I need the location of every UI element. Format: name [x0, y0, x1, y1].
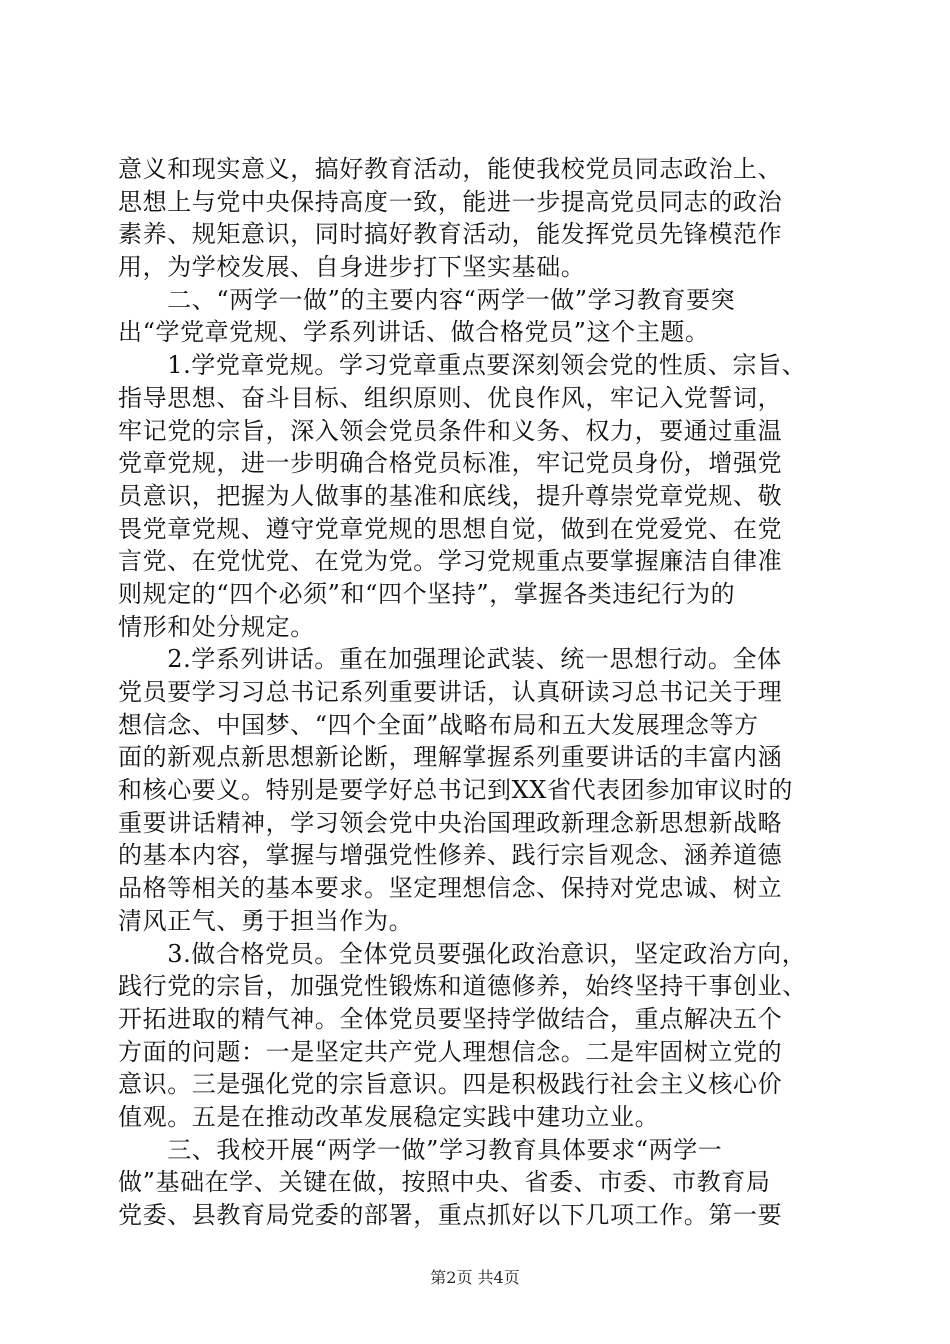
text-line: 党章党规，进一步明确合格党员标准，牢记党员身份，增强党	[118, 449, 783, 478]
text-line: 指导思想、奋斗目标、组织原则、优良作风，牢记入党誓词，	[118, 383, 783, 412]
text-line: 素养、规矩意识，同时搞好教育活动，能发挥党员先锋模范作	[118, 220, 783, 249]
text-line: 值观。五是在推动改革发展稳定实践中建功立业。	[118, 1102, 660, 1131]
text-line: 开拓进取的精气神。全体党员要坚持学做结合，重点解决五个	[118, 1004, 783, 1033]
text-line: 的基本内容，掌握与增强党性修养、践行宗旨观念、涵养道德	[118, 841, 783, 870]
text-line: 牢记党的宗旨，深入领会党员条件和义务、权力，要通过重温	[118, 416, 783, 445]
item-heading-line: 1.学党章党规。学习党章重点要深刻领会党的性质、宗旨、	[118, 351, 807, 380]
page-number: 第2页 共4页	[430, 1268, 520, 1287]
text-line: 品格等相关的基本要求。坚定理想信念、保持对党忠诚、树立	[118, 874, 783, 903]
text-line: 出“学党章党规、学系列讲话、做合格党员”这个主题。	[118, 318, 710, 347]
text-line: 清风正气、勇于担当作为。	[118, 906, 414, 935]
text-line: 做”基础在学、关键在做，按照中央、省委、市委、市教育局	[118, 1168, 771, 1197]
page-footer	[0, 1268, 950, 1288]
text-line: 和核心要义。特别是要学好总书记到XX省代表团参加审议时的	[118, 776, 793, 805]
text-line: 党员要学习习总书记系列重要讲话，认真研读习总书记关于理	[118, 678, 783, 706]
text-line: 用，为学校发展、自身进步打下坚实基础。	[118, 253, 586, 282]
text-line: 方面的问题：一是坚定共产党人理想信念。二是牢固树立党的	[118, 1037, 783, 1066]
text-line: 意义和现实意义，搞好教育活动，能使我校党员同志政治上、	[118, 155, 783, 183]
text-line: 畏党章党规、遵守党章党规的思想自觉，做到在党爱党、在党	[118, 514, 783, 543]
text-line: 言党、在党忧党、在党为党。学习党规重点要掌握廉洁自律准	[118, 547, 783, 576]
text-line: 党委、县教育局党委的部署，重点抓好以下几项工作。第一要	[118, 1201, 783, 1229]
text-line: 想信念、中国梦、“四个全面”战略布局和五大发展理念等方	[118, 710, 759, 739]
section-heading-line: 三、我校开展“两学一做”学习教育具体要求“两学一	[118, 1135, 723, 1164]
text-line: 重要讲话精神，学习领会党中央治国理政新理念新思想新战略	[118, 808, 783, 837]
text-line: 则规定的“四个必须”和“四个坚持”，掌握各类违纪行为的	[118, 579, 736, 608]
text-line: 思想上与党中央保持高度一致，能进一步提高党员同志的政治	[118, 187, 783, 216]
text-line: 面的新观点新思想新论断，理解掌握系列重要讲话的丰富内涵	[118, 743, 783, 772]
text-line: 意识。三是强化党的宗旨意识。四是积极践行社会主义核心价	[118, 1070, 783, 1099]
body-text	[118, 153, 838, 1232]
text-line: 践行党的宗旨，加强党性锻炼和道德修养，始终坚持干事创业、	[118, 972, 807, 1001]
text-line: 情形和处分规定。	[118, 612, 315, 641]
item-heading-line: 2.学系列讲话。重在加强理论武装、统一思想行动。全体	[118, 645, 782, 674]
text-line: 员意识，把握为人做事的基准和底线，提升尊崇党章党规、敬	[118, 481, 783, 510]
section-heading-line: 二、“两学一做”的主要内容“两学一做”学习教育要突	[118, 285, 736, 314]
item-heading-line: 3.做合格党员。全体党员要强化政治意识，坚定政治方向，	[118, 939, 807, 968]
